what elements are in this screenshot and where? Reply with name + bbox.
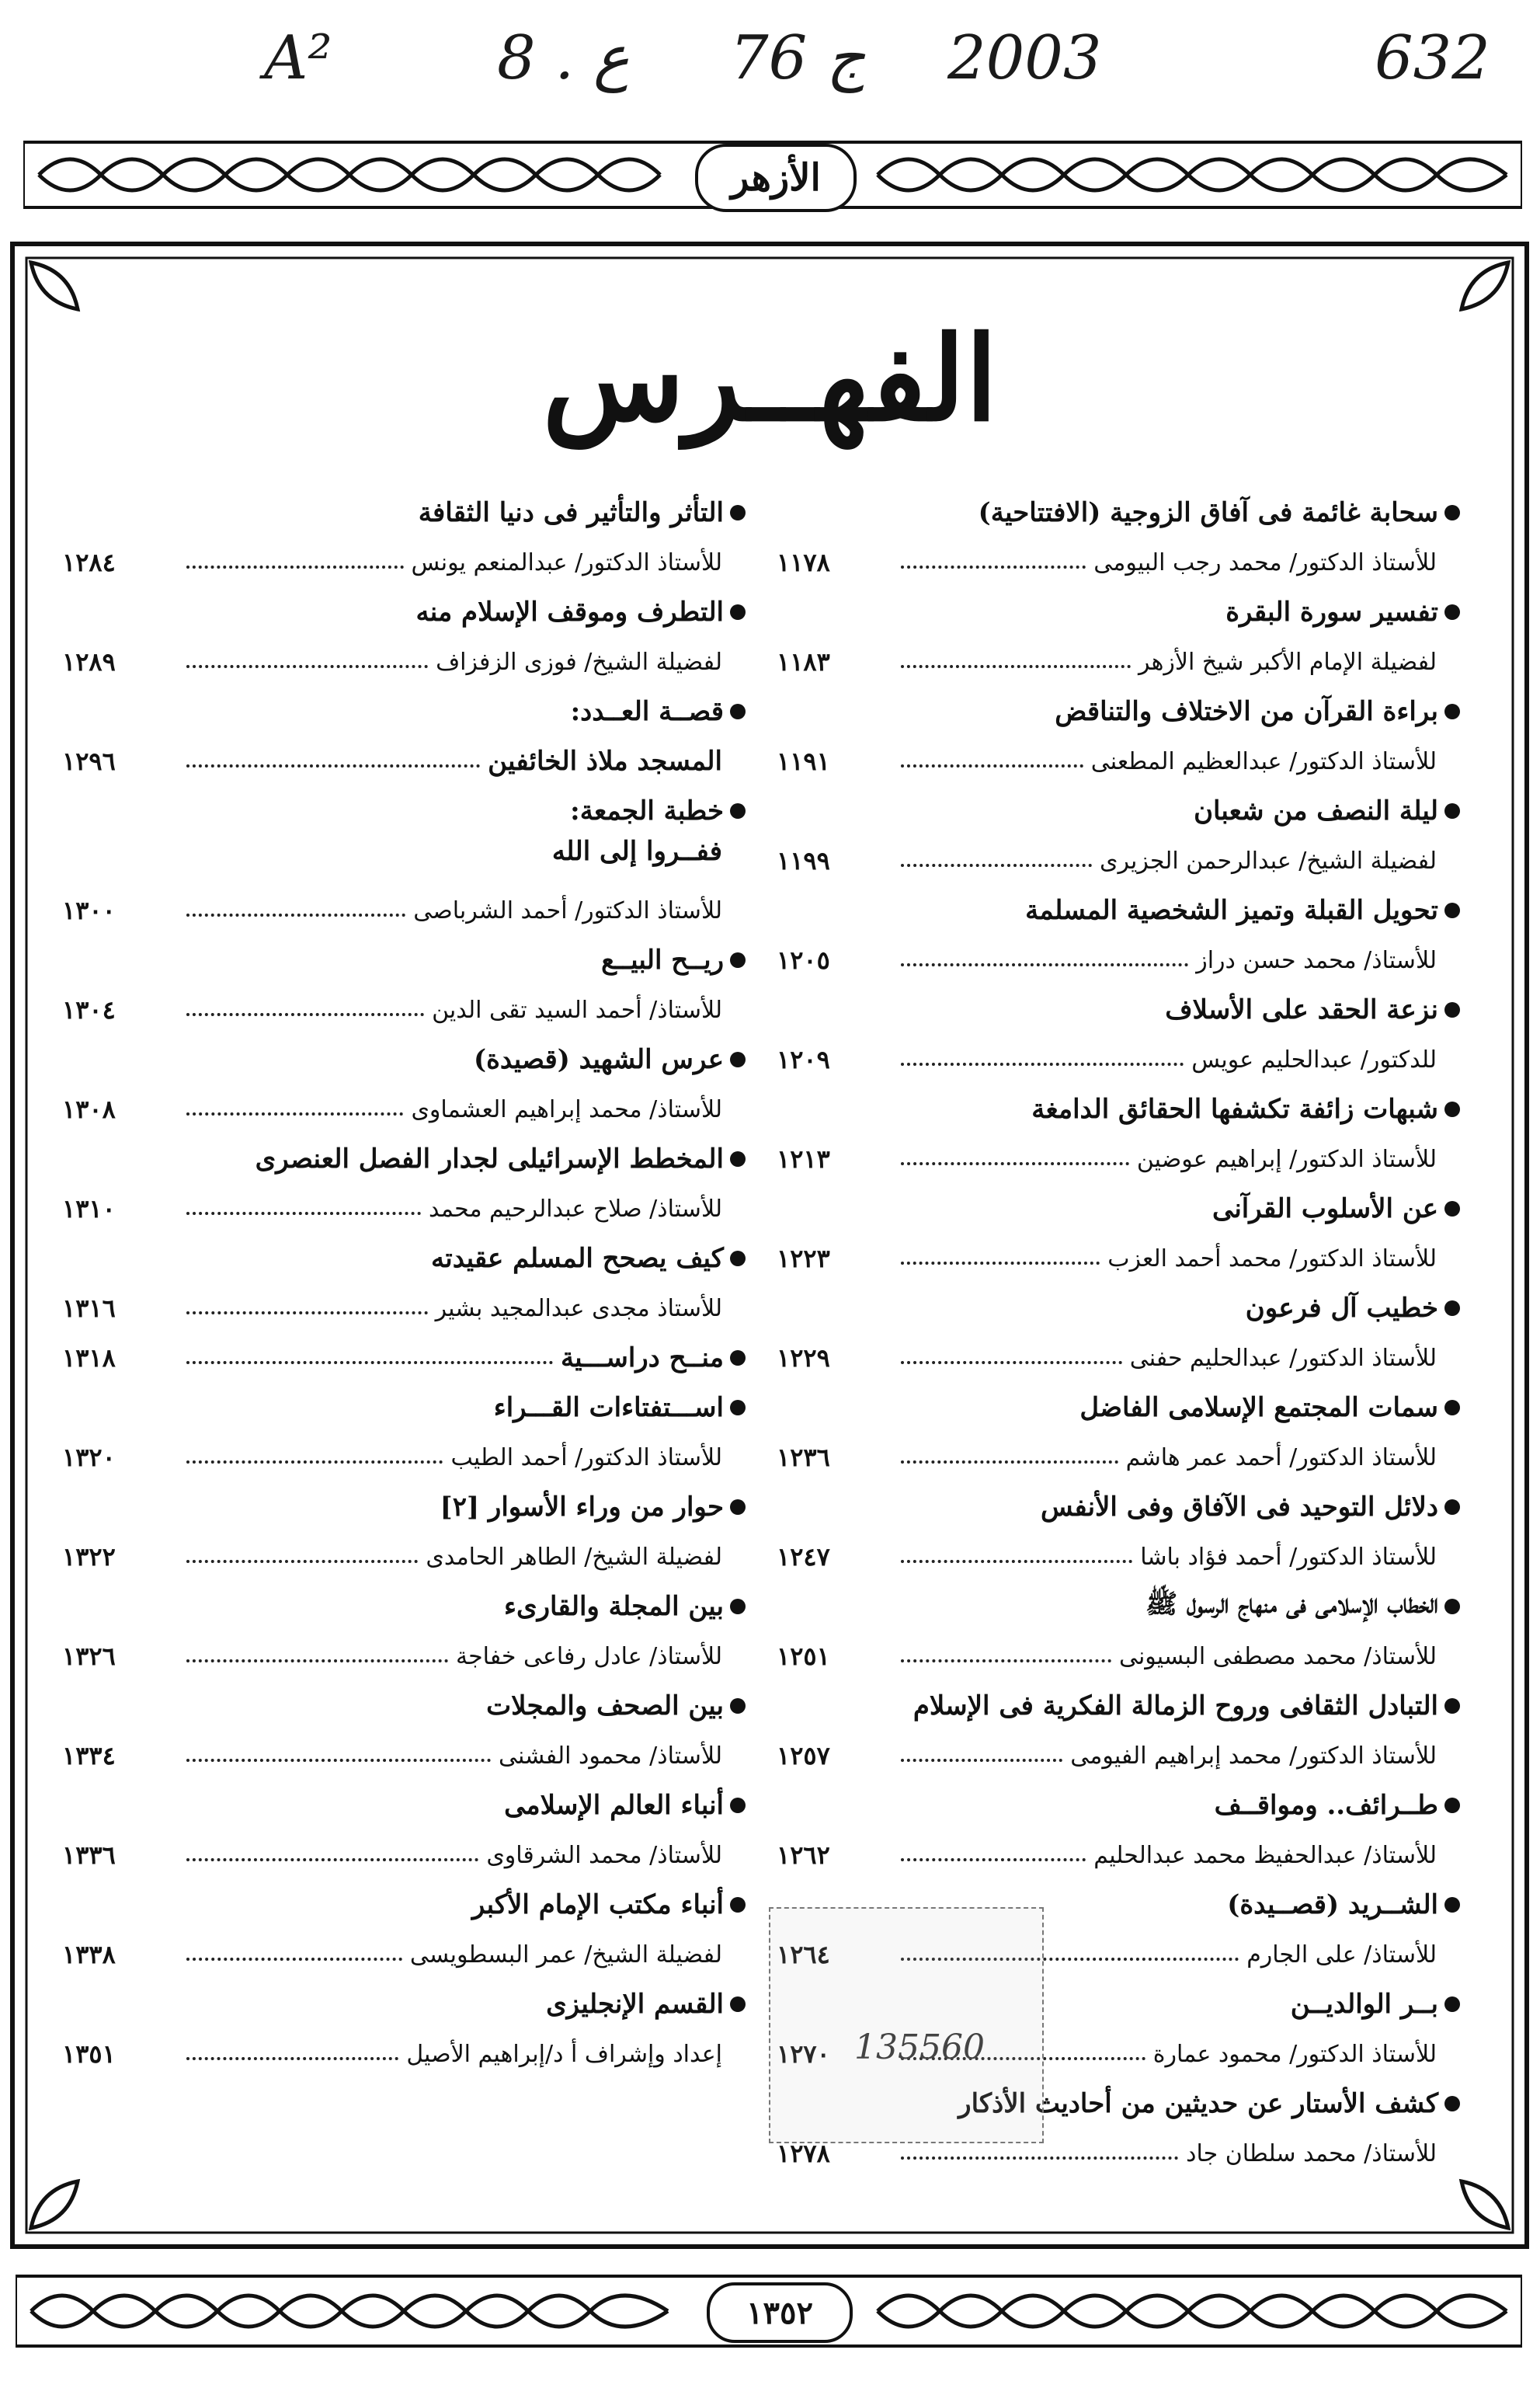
toc-entry-title[interactable]: بين الصحف والمجلات xyxy=(62,1681,746,1731)
bullet-icon xyxy=(1444,1599,1460,1614)
leader-dots xyxy=(901,963,1188,966)
leader-dots xyxy=(186,566,404,569)
handwritten-part: 8 . ع xyxy=(497,23,630,93)
toc-entry-title[interactable]: ريــح البيــع xyxy=(62,935,746,985)
handwritten-part: 632 xyxy=(1375,23,1490,93)
bullet-icon xyxy=(1444,1102,1460,1117)
bullet-icon xyxy=(1444,1897,1460,1913)
bullet-icon xyxy=(1444,1201,1460,1217)
leader-dots xyxy=(901,1063,1184,1066)
toc-entry-author: للأستاذ الدكتور/ عبدالحليم حفنى ١٢٢٩ xyxy=(777,1343,1437,1373)
page-ref: ١٢٥١ xyxy=(777,1641,830,1671)
toc-entry-author: للدكتور/ عبدالحليم عويس ١٢٠٩ xyxy=(777,1045,1437,1074)
toc-entry-author: لفضيلة الشيخ/ الطاهر الحامدى ١٣٢٢ xyxy=(62,1542,722,1572)
bullet-icon xyxy=(730,1052,746,1067)
leader-dots xyxy=(901,1659,1111,1662)
bullet-icon xyxy=(1444,903,1460,918)
leader-dots xyxy=(186,2057,398,2060)
leader-dots xyxy=(186,1958,402,1961)
toc-entry-author: للأستاذ الدكتور/ عبدالعظيم المطعنى ١١٩١ xyxy=(777,747,1437,776)
page-ref: ١٢٧٨ xyxy=(777,2139,830,2168)
toc-entry-author: للأستاذ/ عادل رفاعى خفاجة ١٣٢٦ xyxy=(62,1641,722,1671)
bottom-ornament-band xyxy=(16,2268,1522,2354)
leader-dots xyxy=(186,1858,478,1861)
toc-entry-title[interactable]: التأثر والتأثير فى دنيا الثقافة xyxy=(62,488,746,538)
page-ref: ١٢٥٧ xyxy=(777,1741,830,1770)
toc-entry-author: للأستاذ/ محمد إبراهيم العشماوى ١٣٠٨ xyxy=(62,1095,722,1124)
toc-entry-author: للأستاذ مجدى عبدالمجيد بشير ١٣١٦ xyxy=(62,1293,722,1323)
bullet-icon xyxy=(1444,2096,1460,2111)
leader-dots xyxy=(901,864,1092,867)
page-ref: ١٢٢٩ xyxy=(777,1343,830,1373)
bullet-icon xyxy=(1444,1499,1460,1515)
page-ref: ١٣٣٤ xyxy=(62,1741,116,1770)
bullet-icon xyxy=(730,1251,746,1266)
leader-dots xyxy=(186,1311,428,1314)
toc-entry-author: للأستاذ الدكتور/ محمود عمارة ١٢٧٠ xyxy=(777,2039,1437,2069)
toc-entry-title[interactable]: حوار من وراء الأسوار [٢] xyxy=(62,1482,746,1532)
leader-dots xyxy=(901,764,1083,768)
toc-entry-author: للأستاذ/ محمد سلطان جاد ١٢٧٨ xyxy=(777,2139,1437,2168)
bullet-icon xyxy=(1444,704,1460,719)
page-ref: ١٣٠٠ xyxy=(62,896,116,925)
toc-entry-title[interactable]: منــح دراســـية ١٣١٨ xyxy=(62,1333,746,1383)
toc-entry-title[interactable]: القسم الإنجليزى xyxy=(62,1979,746,2029)
toc-entry-author: للأستاذ الدكتور/ أحمد عمر هاشم ١٢٣٦ xyxy=(777,1443,1437,1472)
toc-entry-author: لفضيلة الشيخ/ عبدالرحمن الجزيرى ١١٩٩ xyxy=(777,846,1437,875)
toc-entry-title[interactable]: سمات المجتمع الإسلامى الفاضل xyxy=(777,1383,1460,1432)
bullet-icon xyxy=(1444,1300,1460,1316)
leader-dots xyxy=(186,1759,491,1762)
magazine-masthead: الأزهر xyxy=(695,144,857,212)
leader-dots xyxy=(901,1262,1100,1265)
page-ref: ١٣١٠ xyxy=(62,1194,116,1224)
page-ref: ١٢٨٤ xyxy=(62,548,116,577)
toc-entry-title[interactable]: طــرائف.. ومواقــف xyxy=(777,1781,1460,1830)
leader-dots xyxy=(901,665,1131,668)
toc-entry-title[interactable]: شبهات زائفة تكشفها الحقائق الدامغة xyxy=(777,1084,1460,1134)
toc-entry-title[interactable]: أنباء مكتب الإمام الأكبر xyxy=(62,1880,746,1930)
bullet-icon xyxy=(730,1400,746,1415)
leader-dots xyxy=(186,914,405,917)
bullet-icon xyxy=(730,803,746,819)
page-ref: ١٢٢٣ xyxy=(777,1244,830,1273)
page-ref: ١٢٧٠ xyxy=(777,2039,830,2069)
page-ref: ١٣٠٨ xyxy=(62,1095,116,1124)
page-ref: ١٢٠٩ xyxy=(777,1045,830,1074)
toc-entry-title[interactable]: كيف يصحح المسلم عقيدته xyxy=(62,1234,746,1283)
page-ref: ١٣٣٦ xyxy=(62,1840,116,1870)
bullet-icon xyxy=(1444,1400,1460,1415)
toc-entry-subtitle[interactable]: ففــروا إلى الله xyxy=(551,836,722,867)
toc-entry-author: لفضيلة الإمام الأكبر شيخ الأزهر ١١٨٣ xyxy=(777,647,1437,677)
handwritten-part: 2003 xyxy=(947,23,1102,93)
bullet-icon xyxy=(1444,1798,1460,1813)
bullet-icon xyxy=(730,1798,746,1813)
library-stamp xyxy=(769,1907,1044,2143)
toc-entry-author: للأستاذ الدكتور/ إبراهيم عوضين ١٢١٣ xyxy=(777,1144,1437,1174)
toc-entry-title[interactable]: بين المجلة والقارىء xyxy=(62,1582,746,1631)
toc-entry-title[interactable]: أنباء العالم الإسلامى xyxy=(62,1781,746,1830)
leader-dots xyxy=(186,665,428,668)
leader-dots xyxy=(901,1560,1132,1563)
toc-entry-title[interactable]: خطيب آل فرعون xyxy=(777,1283,1460,1333)
leader-dots xyxy=(186,1659,448,1662)
page-ref: ١٣٣٨ xyxy=(62,1940,116,1969)
toc-entry-title[interactable]: المخطط الإسرائيلى لجدار الفصل العنصرى xyxy=(62,1134,746,1184)
toc-entry-title[interactable]: عن الأسلوب القرآنى xyxy=(777,1184,1460,1234)
page-ref: ١١٧٨ xyxy=(777,548,830,577)
page-ref: ١٣١٦ xyxy=(62,1293,116,1323)
leader-dots xyxy=(186,764,480,768)
page-ref: ١٣٠٤ xyxy=(62,995,116,1025)
toc-entry-author: للأستاذ/ محمد حسن دراز ١٢٠٥ xyxy=(777,945,1437,975)
leader-dots xyxy=(186,1460,443,1464)
toc-entry-author: للأستاذ/ صلاح عبدالرحيم محمد ١٣١٠ xyxy=(62,1194,722,1224)
handwritten-part: 76 ج xyxy=(730,23,866,93)
bullet-icon xyxy=(730,952,746,968)
toc-entry-title[interactable]: عرس الشهيد (قصيدة) xyxy=(62,1035,746,1084)
toc-entry-subtitle[interactable]: المسجد ملاذ الخائفين ١٢٩٦ xyxy=(62,746,722,777)
page-ref: ١٢٩٦ xyxy=(62,747,116,776)
bullet-icon xyxy=(730,505,746,520)
bullet-icon xyxy=(730,1599,746,1614)
toc-entry-author: للأستاذ/ أحمد السيد تقى الدين ١٣٠٤ xyxy=(62,995,722,1025)
page-ref: ١٣١٨ xyxy=(62,1343,116,1373)
bullet-icon xyxy=(730,1499,746,1515)
leader-dots xyxy=(901,1361,1122,1364)
toc-entry-title[interactable]: ليلة النصف من شعبان xyxy=(777,786,1460,836)
page-ref: ١٢١٣ xyxy=(777,1144,830,1174)
page-ref: ١٢٦٤ xyxy=(777,1940,830,1969)
toc-entry-author: للأستاذ الدكتور/ عبدالمنعم يونس ١٢٨٤ xyxy=(62,548,722,577)
leader-dots xyxy=(901,1460,1118,1464)
page-number: ١٣٥٢ xyxy=(707,2282,853,2343)
toc-entry-author: للأستاذ/ محمود الفشنى ١٣٣٤ xyxy=(62,1741,722,1770)
page-ref: ١١٩٩ xyxy=(777,846,830,875)
page-ref: ١١٨٣ xyxy=(777,647,830,677)
page-ref: ١٣٢٢ xyxy=(62,1542,116,1572)
toc-entry-author: لفضيلة الشيخ/ عمر البسطويسى ١٣٣٨ xyxy=(62,1940,722,1969)
bullet-icon xyxy=(730,1350,746,1366)
toc-entry-title[interactable]: كشف الأستار عن حديثين من أحاديث الأذكار xyxy=(777,2079,1460,2129)
toc-entry-title[interactable]: نزعة الحقد على الأسلاف xyxy=(777,985,1460,1035)
toc-entry-author: للأستاذ الدكتور/ محمد إبراهيم الفيومى ١٢٥٧ xyxy=(777,1741,1437,1770)
bullet-icon xyxy=(1444,803,1460,819)
leader-dots xyxy=(901,1759,1062,1762)
toc-entry-author: للأستاذ/ محمد الشرقاوى ١٣٣٦ xyxy=(62,1840,722,1870)
page-ref: ١٢٤٧ xyxy=(777,1542,830,1572)
toc-entry-title[interactable]: تحويل القبلة وتميز الشخصية المسلمة xyxy=(777,886,1460,935)
toc-entry-title[interactable]: التطرف وموقف الإسلام منه xyxy=(62,587,746,637)
bullet-icon xyxy=(730,704,746,719)
toc-section-heading[interactable]: خطبة الجمعة: xyxy=(62,786,746,836)
leader-dots xyxy=(186,1361,553,1364)
toc-entry-author: للأستاذ/ محمد مصطفى البسيونى ١٢٥١ xyxy=(777,1641,1437,1671)
toc-entry-title[interactable]: سحابة غائمة فى آفاق الزوجية (الافتتاحية) xyxy=(777,488,1460,538)
toc-entry-author: للأستاذ الدكتور/ أحمد فؤاد باشا ١٢٤٧ xyxy=(777,1542,1437,1572)
page-title: الفهــرس xyxy=(542,311,998,447)
bullet-icon xyxy=(730,604,746,620)
leader-dots xyxy=(901,1858,1086,1861)
toc-entry-title[interactable]: التبادل الثقافى وروح الزمالة الفكرية فى الإسلام xyxy=(777,1681,1460,1731)
toc-entry-title[interactable]: بــر الوالديــن xyxy=(777,1979,1460,2029)
leader-dots xyxy=(901,566,1086,569)
stamp-number: 135560 xyxy=(854,2028,985,2067)
toc-entry-title[interactable]: الشــريد (قصــيدة) xyxy=(777,1880,1460,1930)
toc-entry-author: للأستاذ الدكتور/ محمد رجب البيومى ١١٧٨ xyxy=(777,548,1437,577)
toc-entry-title[interactable]: اســـتفتاءات القـــراء xyxy=(62,1383,746,1432)
leader-dots xyxy=(186,1112,403,1116)
toc-left-column xyxy=(62,488,746,2220)
toc-entry-author: إعداد وإشراف أ د/إبراهيم الأصيل ١٣٥١ xyxy=(62,2039,722,2069)
page-ref: ١٣٢٦ xyxy=(62,1641,116,1671)
toc-entry-author: للأستاذ الدكتور/ أحمد الطيب ١٣٢٠ xyxy=(62,1443,722,1472)
toc-entry-author: للأستاذ/ عبدالحفيظ محمد عبدالحليم ١٢٦٢ xyxy=(777,1840,1437,1870)
bullet-icon xyxy=(1444,604,1460,620)
handwritten-part: A² xyxy=(264,23,332,93)
toc-entry-title[interactable]: دلائل التوحيد فى الآفاق وفى الأنفس xyxy=(777,1482,1460,1532)
leader-dots xyxy=(186,1212,421,1215)
bullet-icon xyxy=(730,1897,746,1913)
top-ornament-band xyxy=(23,136,1522,214)
toc-entry-author: للأستاذ/ على الجارم ١٢٦٤ xyxy=(777,1940,1437,1969)
bullet-icon xyxy=(1444,1698,1460,1714)
toc-entry-title[interactable]: الخطاب الإسلامى فى منهاج الرسول ﷺ xyxy=(777,1582,1460,1631)
bullet-icon xyxy=(1444,1996,1460,2012)
page-ref: ١٢٨٩ xyxy=(62,647,116,677)
leader-dots xyxy=(901,1162,1129,1165)
page-ref: ١١٩١ xyxy=(777,747,830,776)
page-ref: ١٢٣٦ xyxy=(777,1443,830,1472)
toc-entry-title[interactable]: تفسير سورة البقرة xyxy=(777,587,1460,637)
page-ref: ١٢٦٢ xyxy=(777,1840,830,1870)
toc-entry-author: لفضيلة الشيخ/ فوزى الزفزاف ١٢٨٩ xyxy=(62,647,722,677)
bullet-icon xyxy=(1444,1002,1460,1018)
leader-dots xyxy=(901,2157,1178,2160)
page-ref: ١٣٥١ xyxy=(62,2039,116,2069)
bullet-icon xyxy=(730,1698,746,1714)
bullet-icon xyxy=(730,1151,746,1167)
toc-section-heading[interactable]: قصــة العــدد: xyxy=(62,687,746,736)
handwritten-annotation xyxy=(264,16,1522,101)
page-ref: ١٢٠٥ xyxy=(777,945,830,975)
bullet-icon xyxy=(730,1996,746,2012)
page-ref: ١٣٢٠ xyxy=(62,1443,116,1472)
toc-entry-title[interactable]: براءة القرآن من الاختلاف والتناقض xyxy=(777,687,1460,736)
bullet-icon xyxy=(1444,505,1460,520)
leader-dots xyxy=(186,1013,424,1016)
toc-entry-author: للأستاذ الدكتور/ أحمد الشرباصى ١٣٠٠ xyxy=(62,896,722,925)
toc-entry-author: للأستاذ الدكتور/ محمد أحمد العزب ١٢٢٣ xyxy=(777,1244,1437,1273)
leader-dots xyxy=(186,1560,418,1563)
